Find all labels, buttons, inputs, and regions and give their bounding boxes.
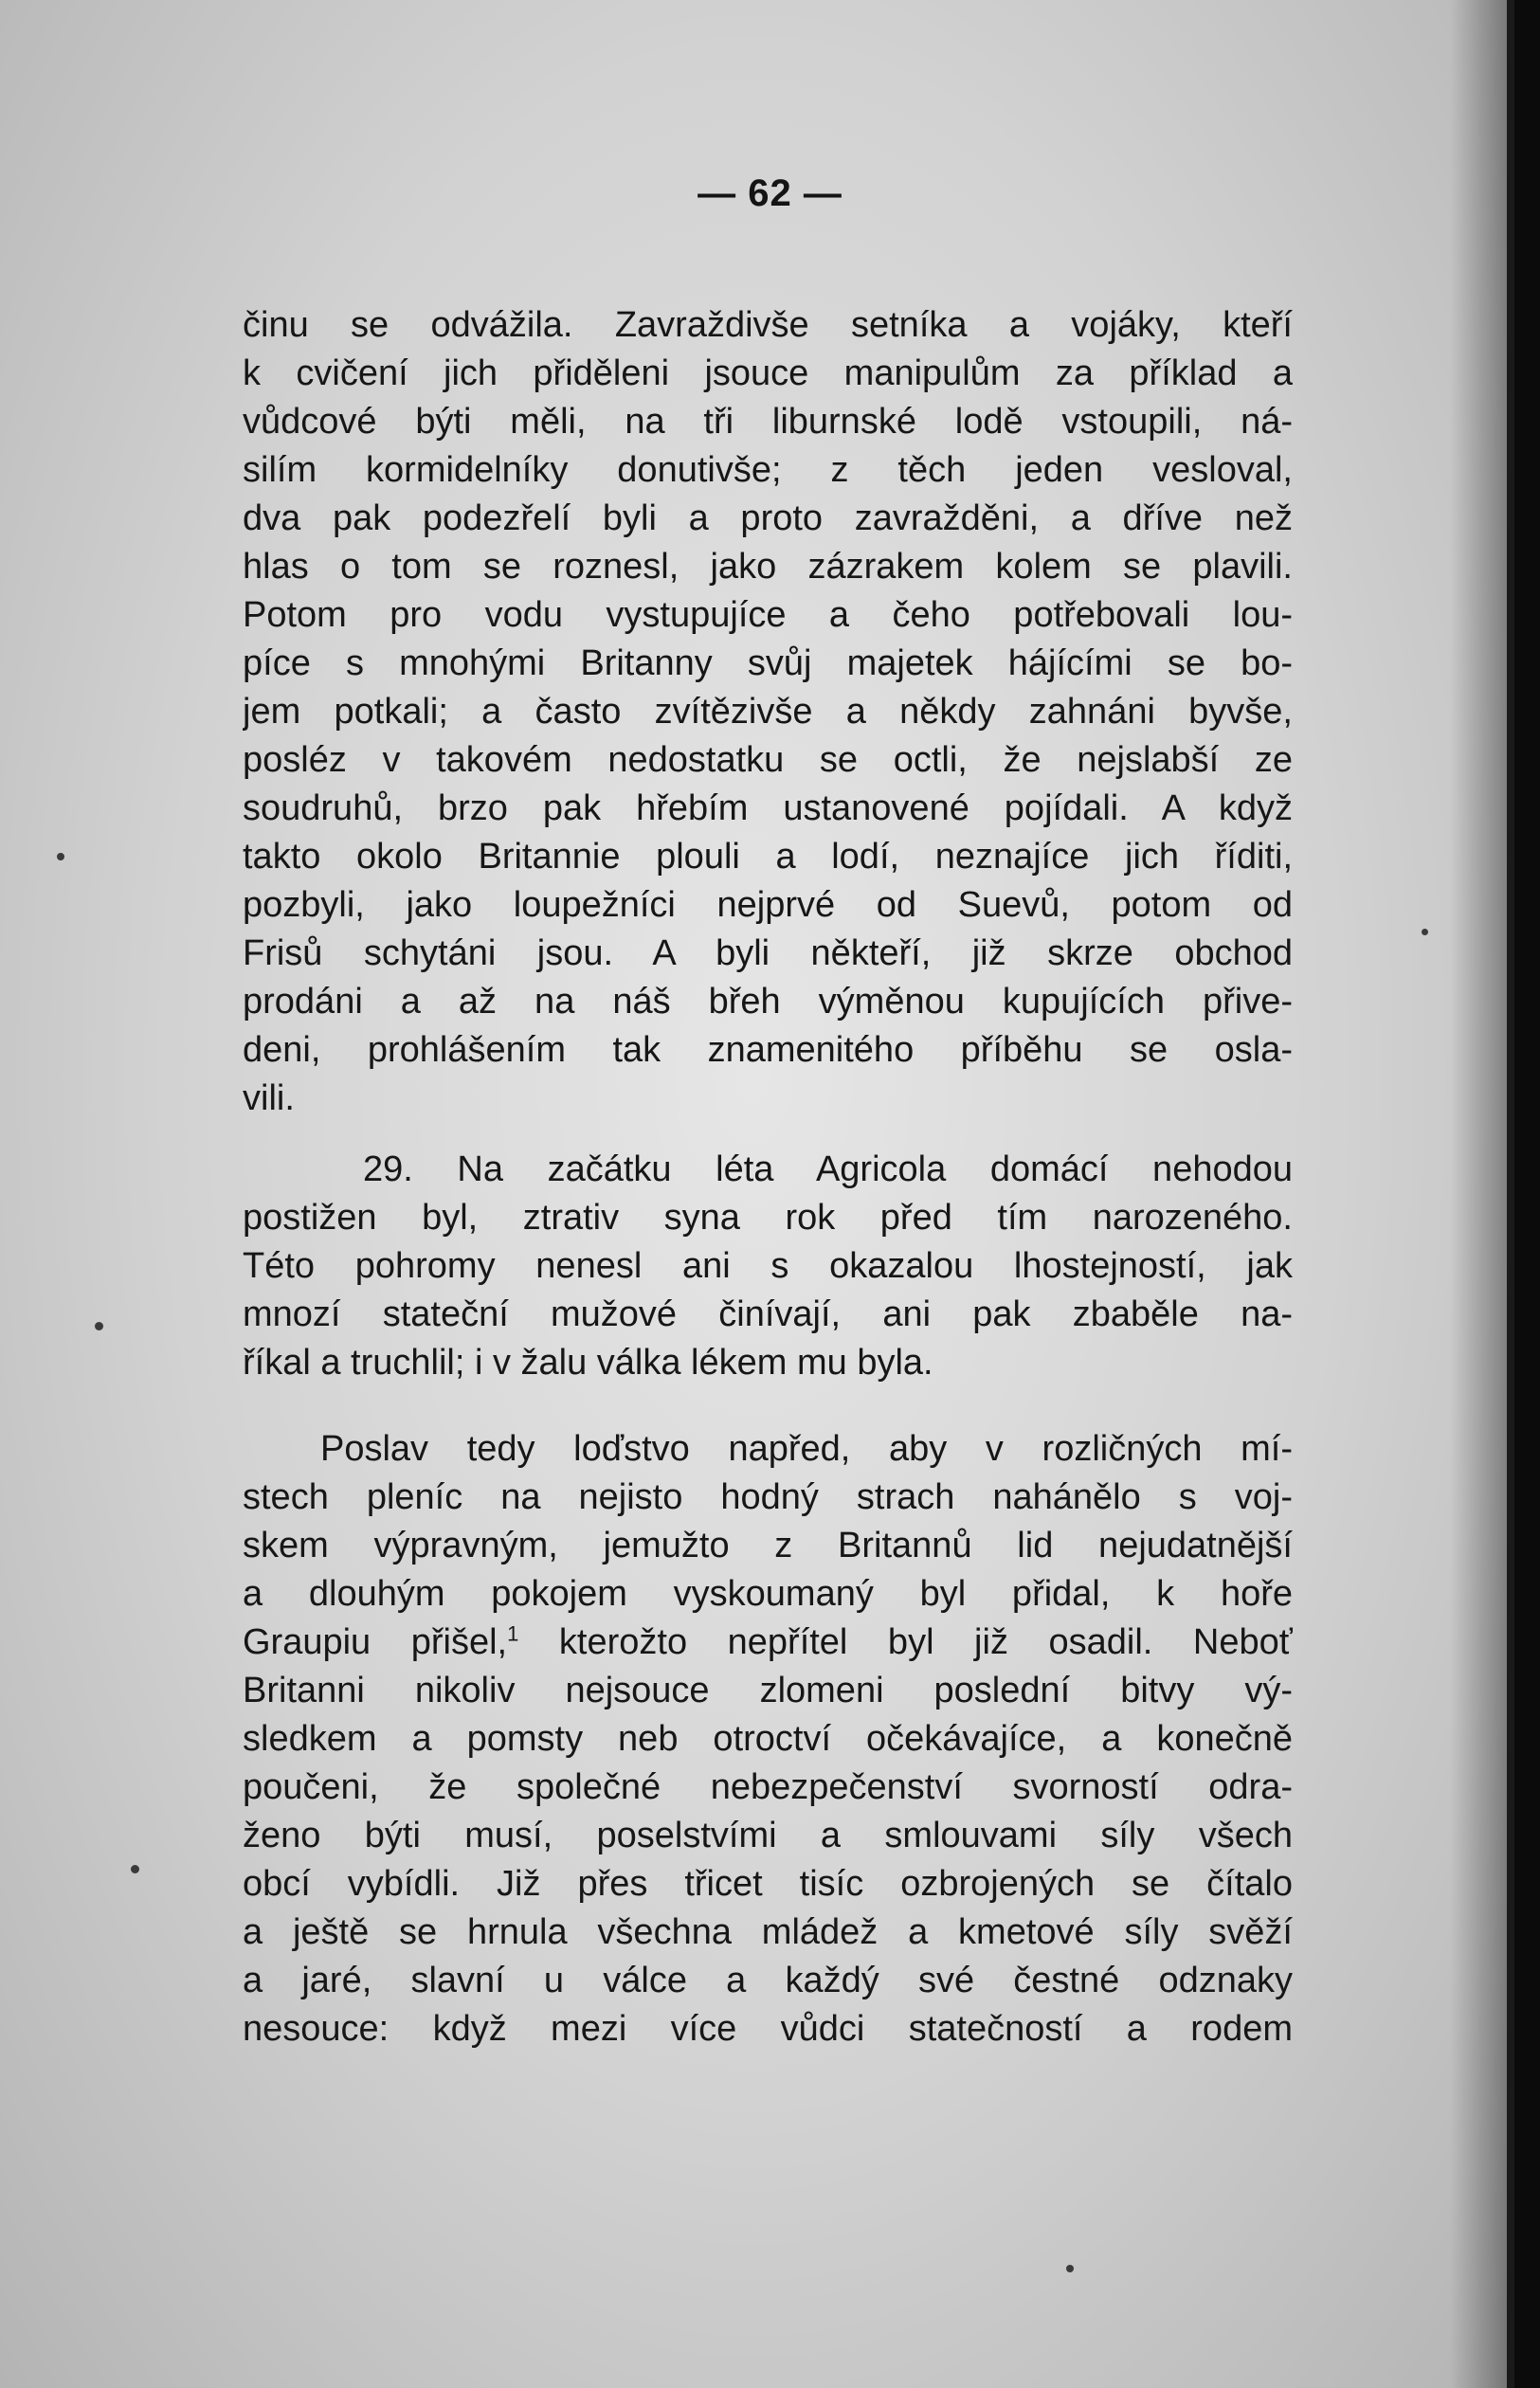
text-line: posléz v takovém nedostatku se octli, že nejslabší ze bbox=[243, 740, 1293, 780]
page-edge-shadow bbox=[1450, 0, 1507, 2388]
text-line: obcí vybídli. Již přes třicet tisíc ozbrojených se čítalo bbox=[243, 1864, 1293, 1904]
text-line: poučeni, že společné nebezpečenství svorností odra- bbox=[243, 1767, 1293, 1807]
scan-speck bbox=[57, 853, 64, 860]
page-binding-edge bbox=[1507, 0, 1514, 2388]
text-line: vili. bbox=[243, 1078, 295, 1118]
text-line: Potom pro vodu vystupujíce a čeho potřebovali lou- bbox=[243, 595, 1293, 635]
paragraph-3 bbox=[243, 1425, 1293, 2053]
text-line: jem potkali; a často zvítězivše a někdy zahnáni byvše, bbox=[243, 692, 1293, 732]
text-line: Této pohromy nenesl ani s okazalou lhostejností, jak bbox=[243, 1246, 1293, 1286]
text-line: a jaré, slavní u válce a každý své čestné odznaky bbox=[243, 1961, 1293, 2000]
text-line: činu se odvážila. Zavraždivše setníka a vojáky, kteří bbox=[243, 305, 1293, 345]
paragraph-1 bbox=[243, 301, 1293, 1123]
scan-speck bbox=[95, 1322, 103, 1330]
text-line: stech pleníc na nejisto hodný strach nahánělo s voj- bbox=[243, 1477, 1293, 1517]
text-fragment: kterožto nepřítel byl již osadil. Neboť bbox=[518, 1622, 1293, 1662]
text-line: k cvičení jich přiděleni jsouce manipulům za příklad a bbox=[243, 353, 1293, 393]
text-line: ženo býti musí, poselstvími a smlouvami síly všech bbox=[243, 1816, 1293, 1855]
scan-speck bbox=[131, 1865, 139, 1873]
text-line: soudruhů, brzo pak hřebím ustanovené pojídali. A když bbox=[243, 788, 1293, 828]
text-line: postižen byl, ztrativ syna rok před tím narozeného. bbox=[243, 1198, 1293, 1238]
text-line: pozbyli, jako loupežníci nejprvé od Suevů, potom od bbox=[243, 885, 1293, 925]
text-line: nesouce: když mezi více vůdci statečností a rodem bbox=[243, 2009, 1293, 2049]
text-line: sledkem a pomsty neb otroctví očekávajíce, a konečně bbox=[243, 1719, 1293, 1759]
footnote-mark: 1 bbox=[507, 1621, 519, 1646]
body-text bbox=[243, 301, 1293, 2053]
paragraph-gap bbox=[243, 1387, 1293, 1425]
text-line: Britanni nikoliv nejsouce zlomeni poslední bitvy vý- bbox=[243, 1671, 1293, 1710]
text-line: 29. Na začátku léta Agricola domácí nehodou bbox=[363, 1149, 1293, 1189]
text-line-with-footnote bbox=[243, 1619, 1293, 1667]
text-line: vůdcové býti měli, na tři liburnské lodě vstoupili, ná- bbox=[243, 402, 1293, 442]
paragraph-2 bbox=[243, 1146, 1293, 1387]
text-line: Frisů schytáni jsou. A byli někteří, již skrze obchod bbox=[243, 933, 1293, 973]
paragraph-gap bbox=[243, 1123, 1293, 1146]
text-line: a dlouhým pokojem vyskoumaný byl přidal, k hoře bbox=[243, 1574, 1293, 1614]
scan-speck bbox=[1422, 929, 1428, 935]
text-line: a ještě se hrnula všechna mládež a kmetové síly svěží bbox=[243, 1912, 1293, 1952]
text-line: takto okolo Britannie plouli a lodí, neznajíce jich říditi, bbox=[243, 837, 1293, 877]
page-number: — 62 — bbox=[698, 172, 842, 214]
text-line: deni, prohlášením tak znamenitého příběhu se osla- bbox=[243, 1030, 1293, 1070]
text-line: prodáni a až na náš břeh výměnou kupujících přive- bbox=[243, 982, 1293, 1022]
text-line: hlas o tom se roznesl, jako zázrakem kolem se plavili. bbox=[243, 547, 1293, 587]
text-fragment: Graupiu přišel, bbox=[243, 1622, 508, 1662]
text-line: mnozí stateční mužové činívají, ani pak zbaběle na- bbox=[243, 1294, 1293, 1334]
text-line: píce s mnohými Britanny svůj majetek hájícími se bo- bbox=[243, 643, 1293, 683]
text-line: skem výpravným, jemužto z Britannů lid nejudatnější bbox=[243, 1526, 1293, 1565]
text-line: silím kormidelníky donutivše; z těch jeden vesloval, bbox=[243, 450, 1293, 490]
text-line: dva pak podezřelí byli a proto zavražděni, a dříve než bbox=[243, 498, 1293, 538]
text-line: Poslav tedy loďstvo napřed, aby v rozličných mí- bbox=[320, 1429, 1293, 1469]
scan-speck bbox=[1066, 2265, 1074, 2272]
text-line: říkal a truchlil; i v žalu válka lékem mu byla. bbox=[243, 1343, 933, 1383]
